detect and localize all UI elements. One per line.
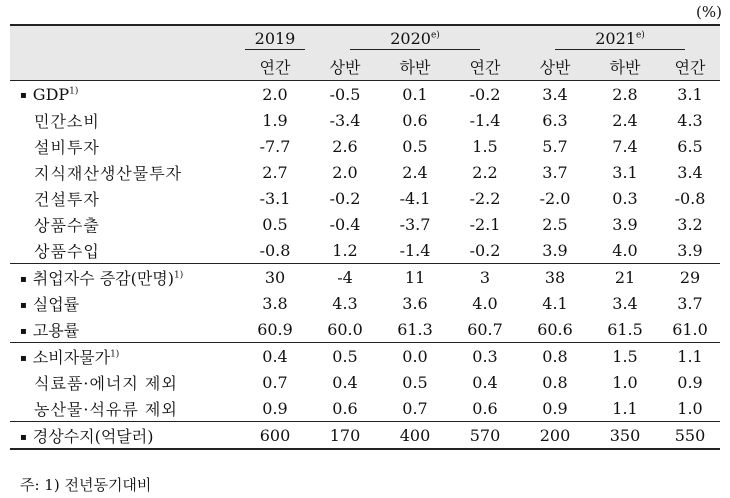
value-cell: -0.5: [329, 84, 361, 104]
row-label-text: 민간소비: [34, 111, 100, 131]
value-cell: 29: [660, 264, 720, 291]
value-cell: 61.5: [607, 319, 643, 339]
value-cell: 1.1: [612, 398, 638, 418]
value-cell: 0.0: [380, 343, 450, 370]
value-cell: 4.1: [542, 293, 568, 313]
value-cell: 3.1: [612, 162, 638, 182]
value-cell: 11: [380, 264, 450, 291]
value-cell: 0.4: [240, 343, 310, 370]
table-row: [10, 81, 720, 108]
value-cell: -7.7: [259, 136, 291, 156]
value-cell: 0.1: [402, 84, 428, 104]
value-cell: -4: [310, 264, 380, 291]
row-label-text: 실업률: [32, 294, 80, 314]
year-header-row: [10, 25, 720, 53]
value-cell: 0.5: [402, 136, 428, 156]
table-row: [10, 159, 720, 185]
row-label: [10, 81, 240, 108]
value-cell: 1.0: [612, 372, 638, 392]
value-cell: 60.9: [257, 319, 293, 339]
row-label: [10, 133, 240, 159]
value-cell: 200: [520, 422, 590, 450]
table-row: [10, 343, 720, 370]
value-cell: 0.7: [402, 398, 428, 418]
value-cell: 0.8: [520, 343, 590, 370]
value-cell: -3.7: [399, 214, 431, 234]
row-label: [10, 159, 240, 185]
row-label-text: 지식재산생산물투자: [34, 163, 183, 183]
unit-label: (%): [696, 3, 722, 21]
period-header: 연간: [450, 53, 520, 81]
value-cell: -0.8: [259, 240, 291, 260]
table-row: [10, 369, 720, 395]
value-cell: 1.1: [660, 343, 720, 370]
bullet-icon: ▪: [20, 325, 27, 337]
value-cell: 2.2: [472, 162, 498, 182]
value-cell: 0.9: [262, 398, 288, 418]
header-blank-2: [10, 53, 240, 81]
value-cell: 400: [380, 422, 450, 450]
value-cell: -3.4: [329, 110, 361, 130]
value-cell: -2.1: [469, 214, 501, 234]
value-cell: 4.0: [612, 240, 638, 260]
value-cell: 0.8: [542, 372, 568, 392]
value-cell: 570: [450, 422, 520, 450]
value-cell: 0.9: [677, 372, 703, 392]
row-label: [10, 107, 240, 133]
value-cell: 2.0: [262, 84, 288, 104]
period-header: 연간: [660, 53, 720, 81]
value-cell: 60.6: [537, 319, 573, 339]
forecast-table: [10, 24, 720, 450]
table-row: [10, 395, 720, 422]
period-header: 상반: [520, 53, 590, 81]
row-label: [10, 422, 240, 450]
row-label-text: 식료품·에너지 제외: [34, 373, 178, 393]
value-cell: 6.5: [677, 136, 703, 156]
value-cell: 2.4: [402, 162, 428, 182]
value-cell: -4.1: [399, 188, 431, 208]
value-cell: 3.6: [402, 293, 428, 313]
value-cell: 2.0: [332, 162, 358, 182]
value-cell: 7.4: [612, 136, 638, 156]
value-cell: 0.5: [262, 214, 288, 234]
value-cell: -1.4: [399, 240, 431, 260]
year-2021-header: 2021$^{e)}$: [520, 25, 720, 53]
value-cell: 4.3: [332, 293, 358, 313]
row-label-text: 설비투자: [34, 137, 100, 157]
table-row: [10, 185, 720, 211]
period-header-row: [10, 53, 720, 81]
value-cell: -3.1: [259, 188, 291, 208]
value-cell: 170: [310, 422, 380, 450]
row-label-sup: 1): [110, 349, 120, 360]
row-label-text: GDP: [32, 84, 70, 104]
value-cell: -2.0: [539, 188, 571, 208]
value-cell: 30: [240, 264, 310, 291]
value-cell: 2.6: [332, 136, 358, 156]
table-body: [10, 81, 720, 450]
row-label: [10, 264, 240, 291]
value-cell: 3.9: [542, 240, 568, 260]
row-label: [10, 185, 240, 211]
value-cell: 0.3: [612, 188, 638, 208]
value-cell: 21: [590, 264, 660, 291]
value-cell: 3.4: [677, 162, 703, 182]
value-cell: 3.7: [677, 293, 703, 313]
value-cell: 4.0: [472, 293, 498, 313]
value-cell: 3.2: [677, 214, 703, 234]
table-row: [10, 237, 720, 264]
row-label-text: 상품수출: [34, 215, 100, 235]
bullet-icon: ▪: [20, 299, 27, 311]
value-cell: -0.4: [329, 214, 361, 234]
value-cell: 3.7: [542, 162, 568, 182]
value-cell: -0.2: [329, 188, 361, 208]
value-cell: -0.2: [469, 84, 501, 104]
bullet-icon: ▪: [20, 273, 27, 285]
row-label-text: 소비자물가: [32, 347, 111, 367]
bullet-icon: ▪: [20, 89, 27, 101]
value-cell: 1.0: [677, 398, 703, 418]
row-label-sup: 1): [69, 86, 79, 97]
table-row: [10, 264, 720, 291]
value-cell: 0.9: [542, 398, 568, 418]
value-cell: 60.0: [327, 319, 363, 339]
value-cell: 0.6: [472, 398, 498, 418]
value-cell: -1.4: [469, 110, 501, 130]
value-cell: 2.7: [262, 162, 288, 182]
period-header: 하반: [380, 53, 450, 81]
value-cell: 600: [240, 422, 310, 450]
table-row: [10, 107, 720, 133]
row-label: [10, 211, 240, 237]
period-header: 하반: [590, 53, 660, 81]
value-cell: 1.9: [262, 110, 288, 130]
value-cell: 38: [520, 264, 590, 291]
value-cell: 0.4: [472, 372, 498, 392]
value-cell: 0.6: [402, 110, 428, 130]
footnote: 주: 1) 전년동기대비: [20, 476, 152, 494]
value-cell: 3.9: [677, 240, 703, 260]
table-row: [10, 211, 720, 237]
value-cell: 5.7: [542, 136, 568, 156]
value-cell: 3.4: [612, 293, 638, 313]
value-cell: 0.5: [402, 372, 428, 392]
row-label-text: 농산물·석유류 제외: [34, 399, 178, 419]
row-label-sup: 1): [174, 270, 184, 281]
row-label-text: 상품수입: [34, 241, 100, 261]
value-cell: 1.2: [332, 240, 358, 260]
value-cell: -0.2: [469, 240, 501, 260]
row-label: [10, 395, 240, 422]
value-cell: 0.7: [262, 372, 288, 392]
value-cell: 2.5: [542, 214, 568, 234]
row-label-text: 고용률: [32, 320, 80, 340]
value-cell: 61.3: [397, 319, 433, 339]
value-cell: 60.7: [467, 319, 503, 339]
value-cell: 6.3: [542, 110, 568, 130]
value-cell: 3.4: [542, 84, 568, 104]
year-2020-header: 2020$^{e)}$: [310, 25, 520, 53]
table-row: [10, 422, 720, 450]
value-cell: 1.5: [590, 343, 660, 370]
row-label: [10, 316, 240, 343]
period-header: 연간: [240, 53, 310, 81]
value-cell: 350: [590, 422, 660, 450]
row-label-text: 경상수지(억달러): [32, 426, 154, 446]
value-cell: 2.4: [612, 110, 638, 130]
table-row: [10, 316, 720, 343]
header-blank: [10, 25, 240, 53]
value-cell: 2.8: [612, 84, 638, 104]
row-label: [10, 237, 240, 264]
value-cell: 3.9: [612, 214, 638, 234]
bullet-icon: ▪: [20, 431, 27, 443]
row-label: [10, 343, 240, 370]
value-cell: 0.4: [332, 372, 358, 392]
value-cell: 61.0: [672, 319, 708, 339]
year-2019-header: 2019: [240, 25, 310, 53]
value-cell: 0.6: [332, 398, 358, 418]
value-cell: 550: [660, 422, 720, 450]
value-cell: 3.1: [677, 84, 703, 104]
row-label: [10, 369, 240, 395]
value-cell: 1.5: [472, 136, 498, 156]
value-cell: 0.5: [310, 343, 380, 370]
period-header: 상반: [310, 53, 380, 81]
table-row: [10, 133, 720, 159]
row-label-text: 건설투자: [34, 189, 100, 209]
value-cell: 3: [450, 264, 520, 291]
row-label-text: 취업자수 증감(만명): [32, 268, 174, 288]
value-cell: 4.3: [677, 110, 703, 130]
value-cell: 0.3: [450, 343, 520, 370]
value-cell: -0.8: [674, 188, 706, 208]
value-cell: -2.2: [469, 188, 501, 208]
table-row: [10, 290, 720, 316]
value-cell: 3.8: [262, 293, 288, 313]
bullet-icon: ▪: [20, 352, 27, 364]
row-label: [10, 290, 240, 316]
